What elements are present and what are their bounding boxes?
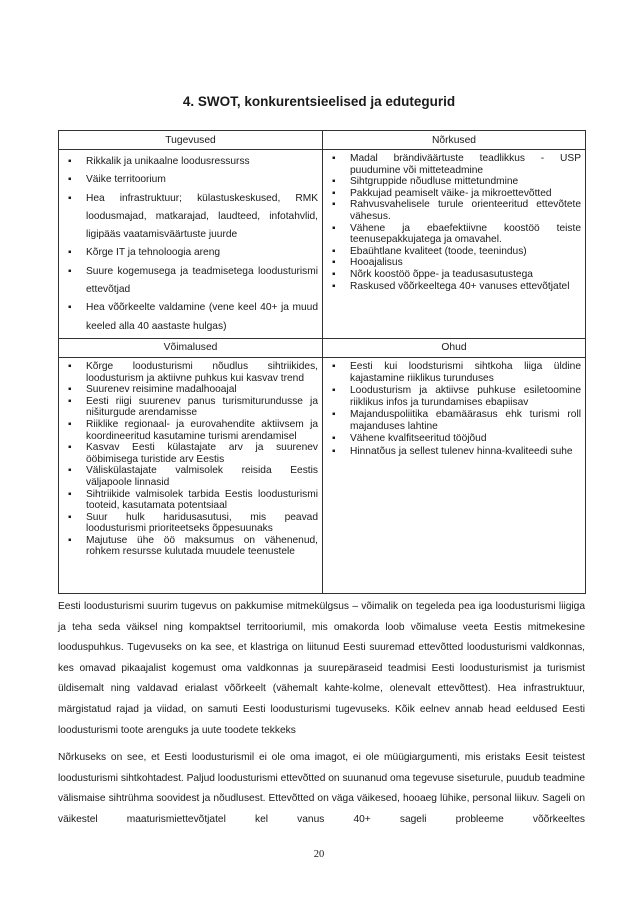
swot-header-row	[59, 131, 586, 150]
list-item: ▪ Suure kogemusega ja teadmisetega loodusturismi ettevõtjad	[68, 263, 318, 300]
strengths-list	[59, 150, 322, 338]
list-item: ▪ Madal brändiväärtuste teadlikkus - USP puudumine või mitteteadmine	[332, 153, 581, 176]
list-item: ▪ Majanduspoliitika ebamäärasus ehk turismi roll majanduses lahtine	[332, 409, 581, 433]
threats-cell	[323, 357, 586, 593]
list-item: ▪ Rahvusvahelisele turule orienteeritud ettevõtete vähesus.	[332, 199, 581, 222]
list-item: ▪ Kõrge IT ja tehnoloogia areng	[68, 244, 318, 262]
list-item: ▪ Eesti riigi suurenev panus turismiturundusse ja nišiturgude arendamisse	[68, 396, 318, 419]
list-item: ▪ Hinnatõus ja sellest tulenev hinna-kvaliteedi suhe	[332, 446, 581, 458]
threats-header: Ohud	[323, 338, 586, 357]
opportunities-cell	[59, 357, 323, 593]
list-item: ▪ Nõrk koostöö õppe- ja teadusasutustega	[332, 269, 581, 281]
page-number: 20	[313, 849, 325, 860]
swot-table	[58, 130, 586, 594]
weaknesses-list	[323, 150, 585, 294]
threats-list	[323, 358, 585, 460]
opportunities-list	[59, 358, 322, 560]
list-item: ▪ Vähene ja ebaefektiivne koostöö teiste teenusepakkujatega ja omavahel.	[332, 223, 581, 246]
list-item: ▪ Suurenev reisimine madalhooajal	[68, 384, 318, 396]
opportunities-header: Võimalused	[59, 338, 323, 357]
list-item: ▪ Rikkalik ja unikaalne loodusressurss	[68, 153, 318, 171]
list-item: ▪ Kasvav Eesti külastajate arv ja suurenev ööbimisega turistide arv Eestis	[68, 442, 318, 465]
swot-header-row	[59, 338, 586, 357]
list-item: ▪ Loodusturism ja aktiivse puhkuse esiletoomine riiklikus infos ja turundamises ebapiisav	[332, 385, 581, 409]
list-item: ▪ Sihtgruppide nõudluse mittetundmine	[332, 176, 581, 188]
list-item: ▪ Pakkujad peamiselt väike- ja mikroettevõtted	[332, 188, 581, 200]
list-item: ▪ Raskused võõrkeeltega 40+ vanuses ettevõtjatel	[332, 281, 581, 293]
list-item: ▪ Hea infrastruktuur; külastuskeskused, RMK loodusmajad, matkarajad, laudteed, infotahvlid, ligipääs vaatamisväärtuste juurde	[68, 190, 318, 245]
list-item: ▪ Sihtriikide valmisolek tarbida Eestis loodusturismi tooteid, kasutamata potentsiaal	[68, 489, 318, 512]
page-title: 4. SWOT, konkurentsieelised ja edutegurid	[182, 94, 456, 109]
strengths-cell	[59, 150, 323, 339]
swot-row-external	[59, 357, 586, 593]
weaknesses-header: Nõrkused	[323, 131, 586, 150]
swot-row-internal	[59, 150, 586, 339]
list-item: ▪ Väike territoorium	[68, 171, 318, 189]
paragraph-weaknesses: Nõrkuseks on see, et Eesti loodusturismil ei ole oma imagot, ei ole müügiargumenti, mis eristaks Eesit teistest loodusturismi sihtkohtadest. Paljud loodusturismi ettevõtted on suunanud oma tegevuse siseturule, puudub teadmine välismaise sihtrühma soovidest ja nõudlusest. Ettevõtted on väga väikesed, hooaeg lühike, personal liikuv. Sageli on väikestel maaturismiettevõtjatel kel vanus 40+ sageli probleeme võõrkeeltes	[58, 752, 585, 825]
weaknesses-cell	[323, 150, 586, 339]
list-item: ▪ Suur hulk haridusasutusi, mis peavad loodusturismi prioriteetseks õppesuunaks	[68, 512, 318, 535]
paragraph-strengths: Eesti loodusturismi suurim tugevus on pakkumise mitmekülgsus – võimalik on tegeleda pea iga loodusturismi liigiga ja teha seda väiksel ning kompaktsel territooriumil, mis omakorda loob võimaluse veeta Eestis mitmekesine looduspuhkus. Tugevuseks on ka see, et klastriga on liitunud Eesti suuremad ettevõtted loodusturismi valdkonnas, kes omavad pikaajalist kogemust oma valdkonnas ja suurepäraseid teadmisi Eesti loodusturismist ja turismist üldisemalt ning valdavad erialast võõrkeelt (vähemalt kahte-kolme, olenevalt ettevõttest). Hea infrastruktuur, märgistatud rajad ja viidad, on samuti Eesti loodusturismi tugevuseks. Kõik eelnev annab head eeldused Eesti loodusturismi toote arenguks ja uute toodete tekkeks	[58, 601, 585, 736]
list-item: ▪ Ebaühtlane kvaliteet (toode, teenindus)	[332, 246, 581, 258]
strengths-header: Tugevused	[59, 131, 323, 150]
list-item: ▪ Majutuse ühe öö maksumus on vähenenud, rohkem resursse kulutada muudele teenustele	[68, 535, 318, 558]
list-item: ▪ Hooajalisus	[332, 257, 581, 269]
list-item: ▪ Eesti kui loodsturismi sihtkoha liiga üldine kajastamine riiklikus turunduses	[332, 361, 581, 385]
list-item: ▪ Hea võõrkeelte valdamine (vene keel 40+ ja muud keeled alla 40 aastaste hulgas)	[68, 299, 318, 336]
list-item: ▪ Riiklike regionaal- ja eurovahendite aktiivsem ja koordineeritud kasutamine turismi arendamisel	[68, 419, 318, 442]
list-item: ▪ Vähene kvalfitseeritud tööjõud	[332, 433, 581, 445]
list-item: ▪ Kõrge loodusturismi nõudlus sihtriikides, loodusturism ja aktiivne puhkus kui kasvav trend	[68, 361, 318, 384]
list-item: ▪ Väliskülastajate valmisolek reisida Eestis väljapoole linnasid	[68, 465, 318, 488]
